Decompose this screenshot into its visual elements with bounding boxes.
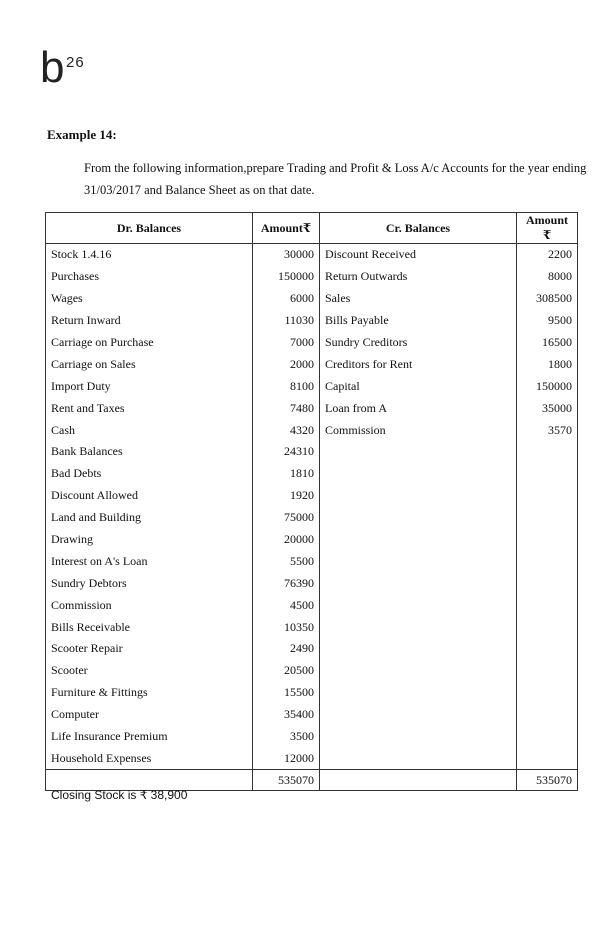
cr-amount-cell: 9500 [517,310,578,332]
table-row [46,704,578,726]
table-row [46,572,578,594]
page-logo [40,43,85,92]
dr-item-cell: Land and Building [46,507,253,529]
cr-item-cell [320,485,517,507]
cr-amount-cell: 8000 [517,266,578,288]
dr-item-cell: Furniture & Fittings [46,682,253,704]
dr-item-cell: Drawing [46,529,253,551]
cr-item-total [320,770,517,791]
cr-item-cell: Creditors for Rent [320,353,517,375]
dr-amount-cell: 15500 [253,682,320,704]
cr-amount-cell: 308500 [517,288,578,310]
cr-amount-cell: 1800 [517,353,578,375]
intro-line-1: From the following information,prepare Trading and Profit & Loss A/c Accounts for the year ending [84,161,587,175]
cr-item-cell: Loan from A [320,397,517,419]
intro-line-2: 31/03/2017 and Balance Sheet as on that date. [84,183,315,197]
cr-item-cell [320,726,517,748]
dr-amount-cell: 1810 [253,463,320,485]
example-title: Example 14: [47,127,117,142]
cr-amount-cell [517,704,578,726]
dr-item-cell: Purchases [46,266,253,288]
table-row [46,375,578,397]
cr-amount-cell: 35000 [517,397,578,419]
cr-item-cell: Discount Received [320,244,517,266]
cr-amount-cell [517,507,578,529]
dr-item-cell: Stock 1.4.16 [46,244,253,266]
cr-item-cell: Commission [320,419,517,441]
dr-amount-cell: 150000 [253,266,320,288]
cr-amount-cell: 2200 [517,244,578,266]
table-header-row [46,213,578,244]
table-row [46,332,578,354]
table-row [46,463,578,485]
dr-amount-cell: 12000 [253,747,320,769]
dr-amount-cell: 2000 [253,353,320,375]
cr-amount-cell [517,441,578,463]
cr-item-cell [320,638,517,660]
header-cr-amount: Amount ₹ [517,213,578,244]
table-row [46,266,578,288]
dr-amount-cell: 2490 [253,638,320,660]
dr-amount-cell: 75000 [253,507,320,529]
table-row [46,244,578,266]
dr-amount-cell: 1920 [253,485,320,507]
cr-amount-cell [517,485,578,507]
cr-amount-cell [517,726,578,748]
dr-amount-cell: 76390 [253,572,320,594]
table-row [46,594,578,616]
dr-amount-cell: 7480 [253,397,320,419]
table-row [46,726,578,748]
table-row [46,310,578,332]
dr-amount-cell: 10350 [253,616,320,638]
cr-amount-cell [517,550,578,572]
cr-amount-cell [517,747,578,769]
cr-item-cell: Return Outwards [320,266,517,288]
table-row [46,638,578,660]
dr-item-cell: Discount Allowed [46,485,253,507]
dr-amount-cell: 4320 [253,419,320,441]
cr-item-cell: Sales [320,288,517,310]
dr-item-cell: Sundry Debtors [46,572,253,594]
dr-item-cell: Wages [46,288,253,310]
table-row [46,441,578,463]
dr-amount-cell: 24310 [253,441,320,463]
header-dr-balances: Dr. Balances [46,213,253,244]
dr-item-cell: Scooter Repair [46,638,253,660]
dr-amount-cell: 30000 [253,244,320,266]
dr-amount-cell: 20500 [253,660,320,682]
table-row [46,288,578,310]
dr-amount-cell: 3500 [253,726,320,748]
dr-item-cell: Import Duty [46,375,253,397]
cr-item-cell: Bills Payable [320,310,517,332]
trial-balance-table [45,212,578,791]
table-row [46,485,578,507]
table-row [46,747,578,769]
cr-amount-cell [517,616,578,638]
dr-amount-cell: 35400 [253,704,320,726]
dr-item-cell: Household Expenses [46,747,253,769]
dr-item-cell: Life Insurance Premium [46,726,253,748]
dr-item-cell: Commission [46,594,253,616]
closing-stock-note: Closing Stock is ₹ 38,900 [51,788,188,802]
dr-item-cell: Bills Receivable [46,616,253,638]
table-row [46,660,578,682]
cr-amount-cell [517,638,578,660]
cr-amount-cell: 150000 [517,375,578,397]
cr-item-cell [320,747,517,769]
table-row [46,616,578,638]
cr-item-cell: Sundry Creditors [320,332,517,354]
cr-item-cell [320,704,517,726]
cr-item-cell [320,594,517,616]
dr-item-cell: Bank Balances [46,441,253,463]
dr-amount-cell: 6000 [253,288,320,310]
cr-item-cell [320,529,517,551]
cr-amount-cell [517,529,578,551]
dr-amount-cell: 8100 [253,375,320,397]
table-row [46,353,578,375]
cr-amount-cell: 3570 [517,419,578,441]
cr-item-cell [320,441,517,463]
cr-item-cell [320,463,517,485]
table-row [46,529,578,551]
dr-amount-cell: 4500 [253,594,320,616]
dr-item-cell: Return Inward [46,310,253,332]
dr-amount-cell: 20000 [253,529,320,551]
cr-amount-cell: 16500 [517,332,578,354]
dr-item-cell: Computer [46,704,253,726]
logo-number: 26 [66,54,85,71]
cr-amount-cell [517,572,578,594]
dr-item-cell: Carriage on Sales [46,353,253,375]
table-row [46,550,578,572]
table-row [46,397,578,419]
cr-item-cell: Capital [320,375,517,397]
dr-amount-cell: 11030 [253,310,320,332]
dr-amount-cell: 5500 [253,550,320,572]
cr-item-cell [320,616,517,638]
intro-paragraph [84,157,594,201]
cr-amount-total: 535070 [517,770,578,791]
table-row [46,507,578,529]
logo-letter: b [40,43,65,92]
cr-amount-cell [517,660,578,682]
dr-amount-total: 535070 [253,770,320,791]
cr-item-cell [320,550,517,572]
dr-item-cell: Cash [46,419,253,441]
table-row [46,682,578,704]
header-dr-amount: Amount₹ [253,213,320,244]
cr-item-cell [320,572,517,594]
cr-item-cell [320,682,517,704]
cr-amount-cell [517,594,578,616]
cr-item-cell [320,660,517,682]
dr-item-cell: Interest on A's Loan [46,550,253,572]
dr-item-cell: Carriage on Purchase [46,332,253,354]
table-row [46,419,578,441]
dr-item-cell: Rent and Taxes [46,397,253,419]
cr-amount-cell [517,682,578,704]
dr-item-cell: Scooter [46,660,253,682]
dr-item-cell: Bad Debts [46,463,253,485]
cr-amount-cell [517,463,578,485]
cr-item-cell [320,507,517,529]
dr-amount-cell: 7000 [253,332,320,354]
header-cr-balances: Cr. Balances [320,213,517,244]
